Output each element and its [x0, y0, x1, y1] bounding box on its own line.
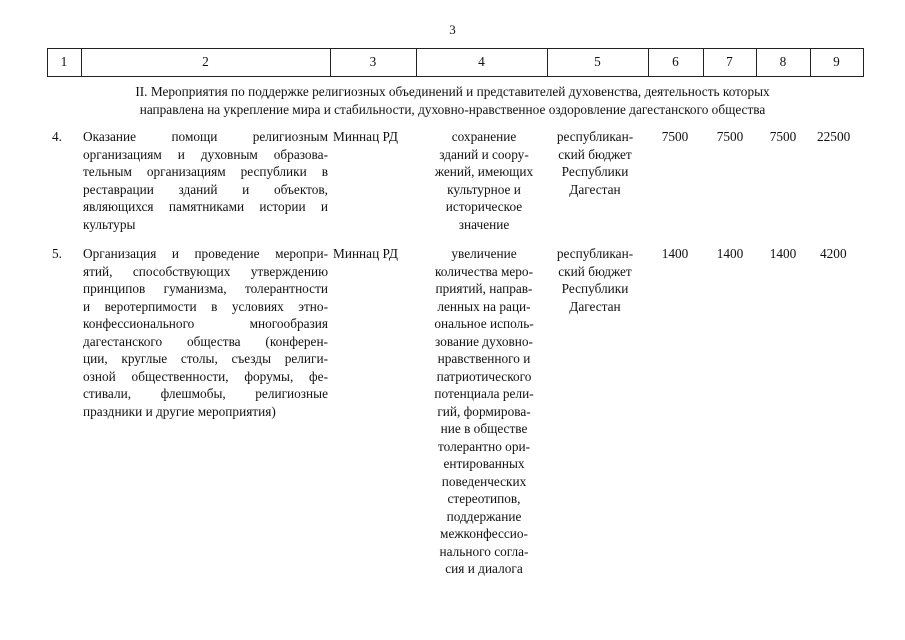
section-title — [0, 83, 905, 118]
result-line: поддержание — [446, 508, 522, 524]
header-cell-9: 9 — [833, 54, 840, 69]
row-value-9: 4200 — [820, 246, 847, 261]
header-cell-1: 1 — [60, 54, 68, 69]
result-line: сохранение — [451, 129, 517, 144]
result-line: толерантно ори- — [437, 438, 531, 454]
header-cell-4: 4 — [478, 54, 485, 69]
row-value-8: 1400 — [769, 246, 797, 261]
row-funding-source — [548, 128, 642, 198]
description-line: ции, круглые столы, съезды религи- — [83, 351, 328, 366]
row-value-8: 7500 — [769, 129, 797, 144]
header-cell-5: 5 — [594, 54, 601, 69]
row-description — [83, 245, 328, 420]
result-line: количества меро- — [434, 263, 533, 279]
row-result — [420, 245, 548, 578]
description-line: праздники и другие мероприятия) — [83, 403, 276, 419]
result-line: межконфессио- — [440, 526, 528, 541]
result-line: зданий и соору- — [439, 146, 529, 162]
section-title-line: направлена на укрепление мира и стабильности, духовно-нравственное оздоровление дагестанского общества — [139, 101, 766, 117]
result-line: культурное и — [447, 181, 521, 197]
result-line: стереотипов, — [447, 491, 521, 506]
row-number: 4. — [52, 129, 62, 144]
header-cell-3: 3 — [369, 54, 377, 69]
description-line: реставрации зданий и объектов, — [83, 181, 328, 197]
source-line: республикан- — [556, 129, 634, 144]
description-line: принципов гуманизма, толерантности — [83, 281, 328, 296]
result-line: зование духовно- — [435, 333, 533, 349]
description-line: Оказание помощи религиозным — [83, 129, 328, 144]
header-cell-8: 8 — [779, 54, 787, 69]
description-line: дагестанского общества (конферен- — [83, 333, 328, 349]
result-line: патриотического — [436, 368, 532, 384]
description-line: Организация и проведение меропри- — [83, 246, 328, 261]
description-line: стивали, флешмобы, религиозные — [83, 386, 328, 401]
result-line: поведенческих — [441, 473, 527, 489]
result-line: приятий, направ- — [435, 281, 533, 296]
description-line: организациям и духовным образова- — [83, 146, 328, 162]
row-value-7: 7500 — [716, 129, 744, 144]
source-line: Республики — [561, 281, 629, 296]
result-line: ленных на раци- — [437, 298, 531, 314]
result-line: увеличение — [451, 246, 517, 261]
section-title-line: II. Мероприятия по поддержке религиозных объединений и представителей духовенства, деятельность которых — [135, 84, 770, 99]
description-line: культуры — [83, 216, 136, 232]
source-line: Дагестан — [569, 298, 621, 314]
row-value-6: 1400 — [661, 246, 689, 261]
result-line: нального согла- — [439, 543, 529, 559]
row-executor: Миннац РД — [333, 246, 398, 261]
result-line: историческое — [445, 199, 523, 214]
result-line: ональное исполь- — [434, 316, 534, 331]
result-line: нравственного и — [437, 351, 531, 366]
header-cell-6: 6 — [672, 54, 679, 69]
description-line: ятий, способствующих утверждению — [83, 263, 328, 279]
header-cell-7: 7 — [726, 54, 733, 69]
header-cell-2: 2 — [202, 54, 209, 69]
source-line: Республики — [561, 164, 629, 179]
row-funding-source — [548, 245, 642, 315]
header-bottom-border — [47, 76, 864, 77]
result-line: потенциала рели- — [434, 386, 534, 401]
row-value-9: 22500 — [817, 129, 851, 144]
description-line: конфессионального многообразия — [83, 316, 328, 331]
row-description — [83, 128, 328, 233]
source-line: ский бюджет — [558, 263, 632, 279]
source-line: республикан- — [556, 246, 634, 261]
result-line: гий, формирова- — [437, 403, 531, 419]
result-line: ние в обществе — [440, 421, 528, 436]
result-line: значение — [458, 216, 510, 232]
row-result — [420, 128, 548, 233]
source-line: ский бюджет — [558, 146, 632, 162]
description-line: озной общественности, форумы, фе- — [83, 368, 328, 384]
row-value-7: 1400 — [716, 246, 744, 261]
row-number: 5. — [52, 246, 62, 261]
result-line: ентированных — [443, 456, 525, 471]
page-number: 3 — [449, 22, 456, 37]
result-line: жений, имеющих — [434, 164, 534, 179]
description-line: и веротерпимости в условиях этно- — [83, 298, 328, 314]
description-line: являющихся памятниками истории и — [83, 199, 328, 214]
header-divider — [863, 48, 864, 76]
source-line: Дагестан — [569, 181, 621, 197]
result-line: сия и диалога — [445, 561, 523, 576]
description-line: тельным организациям республики в — [83, 164, 328, 179]
row-executor: Миннац РД — [333, 129, 398, 144]
row-value-6: 7500 — [661, 129, 689, 144]
